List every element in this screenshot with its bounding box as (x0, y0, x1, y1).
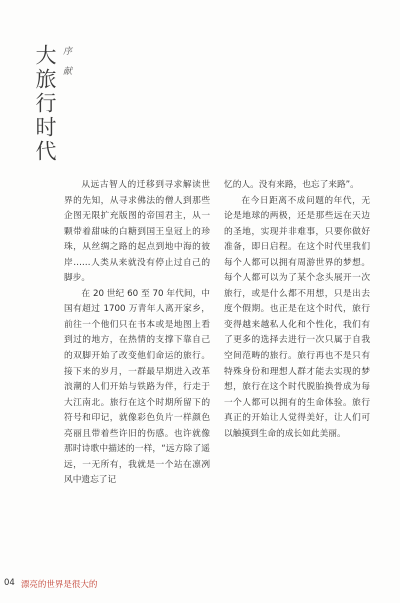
page-number: 04 (4, 578, 15, 588)
paragraph: 从远古智人的迁移到寻求解读世界的先知，从寻求佛法的僧人到那些企图无限扩充版图的帝国君主，从一颗带着甜味的白糖到国王皇冠上的珍珠，从丝绸之路的起点到地中海的彼岸……人类从来就没有停止过自己的脚步。 (64, 180, 210, 284)
running-title: 漂亮的世界是很大的 (20, 580, 98, 590)
body-column-right (224, 178, 370, 442)
body-column-left (64, 178, 210, 489)
chapter-subtitle: 序 献 (61, 46, 71, 79)
page-footer (4, 578, 97, 590)
paragraph-continued: 忆的人。没有来路，也忘了来路”。 (224, 180, 359, 190)
chapter-title-block (34, 44, 73, 164)
paragraph: 在 20 世纪 60 至 70 年代间，中国有超过 1700 万青年人离开家乡，前往一个他们只在书本或是地图上看到过的地方，在热情的支撑下靠自己的双脚开始了改变他们命运的旅行。接下来的岁月，一群最早期进入改革浪潮的人们开始与铁路为伴，行走于大江南北。旅行在这个时期所留下的符号和印记，就像彩色负片一样颜色亮丽且带着些许旧的伤感。也许就像那时诗歌中描述的一样，“远方除了遥远，一无所有，我就是一个站在凛冽风中遗忘了记 (64, 288, 210, 486)
paragraph: 在今日距离不成问题的年代，无论是地球的两极，还是那些远在天边的圣地，实现并非难事，只要你做好准备，即日启程。在这个时代里我们每个人都可以拥有周游世界的梦想。每个人都可以为了某个念头展开一次旅行，或是什么都不用想，只是出去度个假期。也正是在这个时代，旅行变得越来越私人化和个性化，我们有了更多的选择去进行一次只属于自我空间范畴的旅行。旅行再也不是只有特殊身份和理想人群才能去实现的梦想，旅行在这个时代脱胎换骨成为每一个人都可以拥有的生命体验。旅行真正的开始让人觉得美好，让人们可以触摸到生命的成长如此美丽。 (224, 195, 370, 439)
chapter-title: 大旅行时代 (33, 44, 57, 164)
